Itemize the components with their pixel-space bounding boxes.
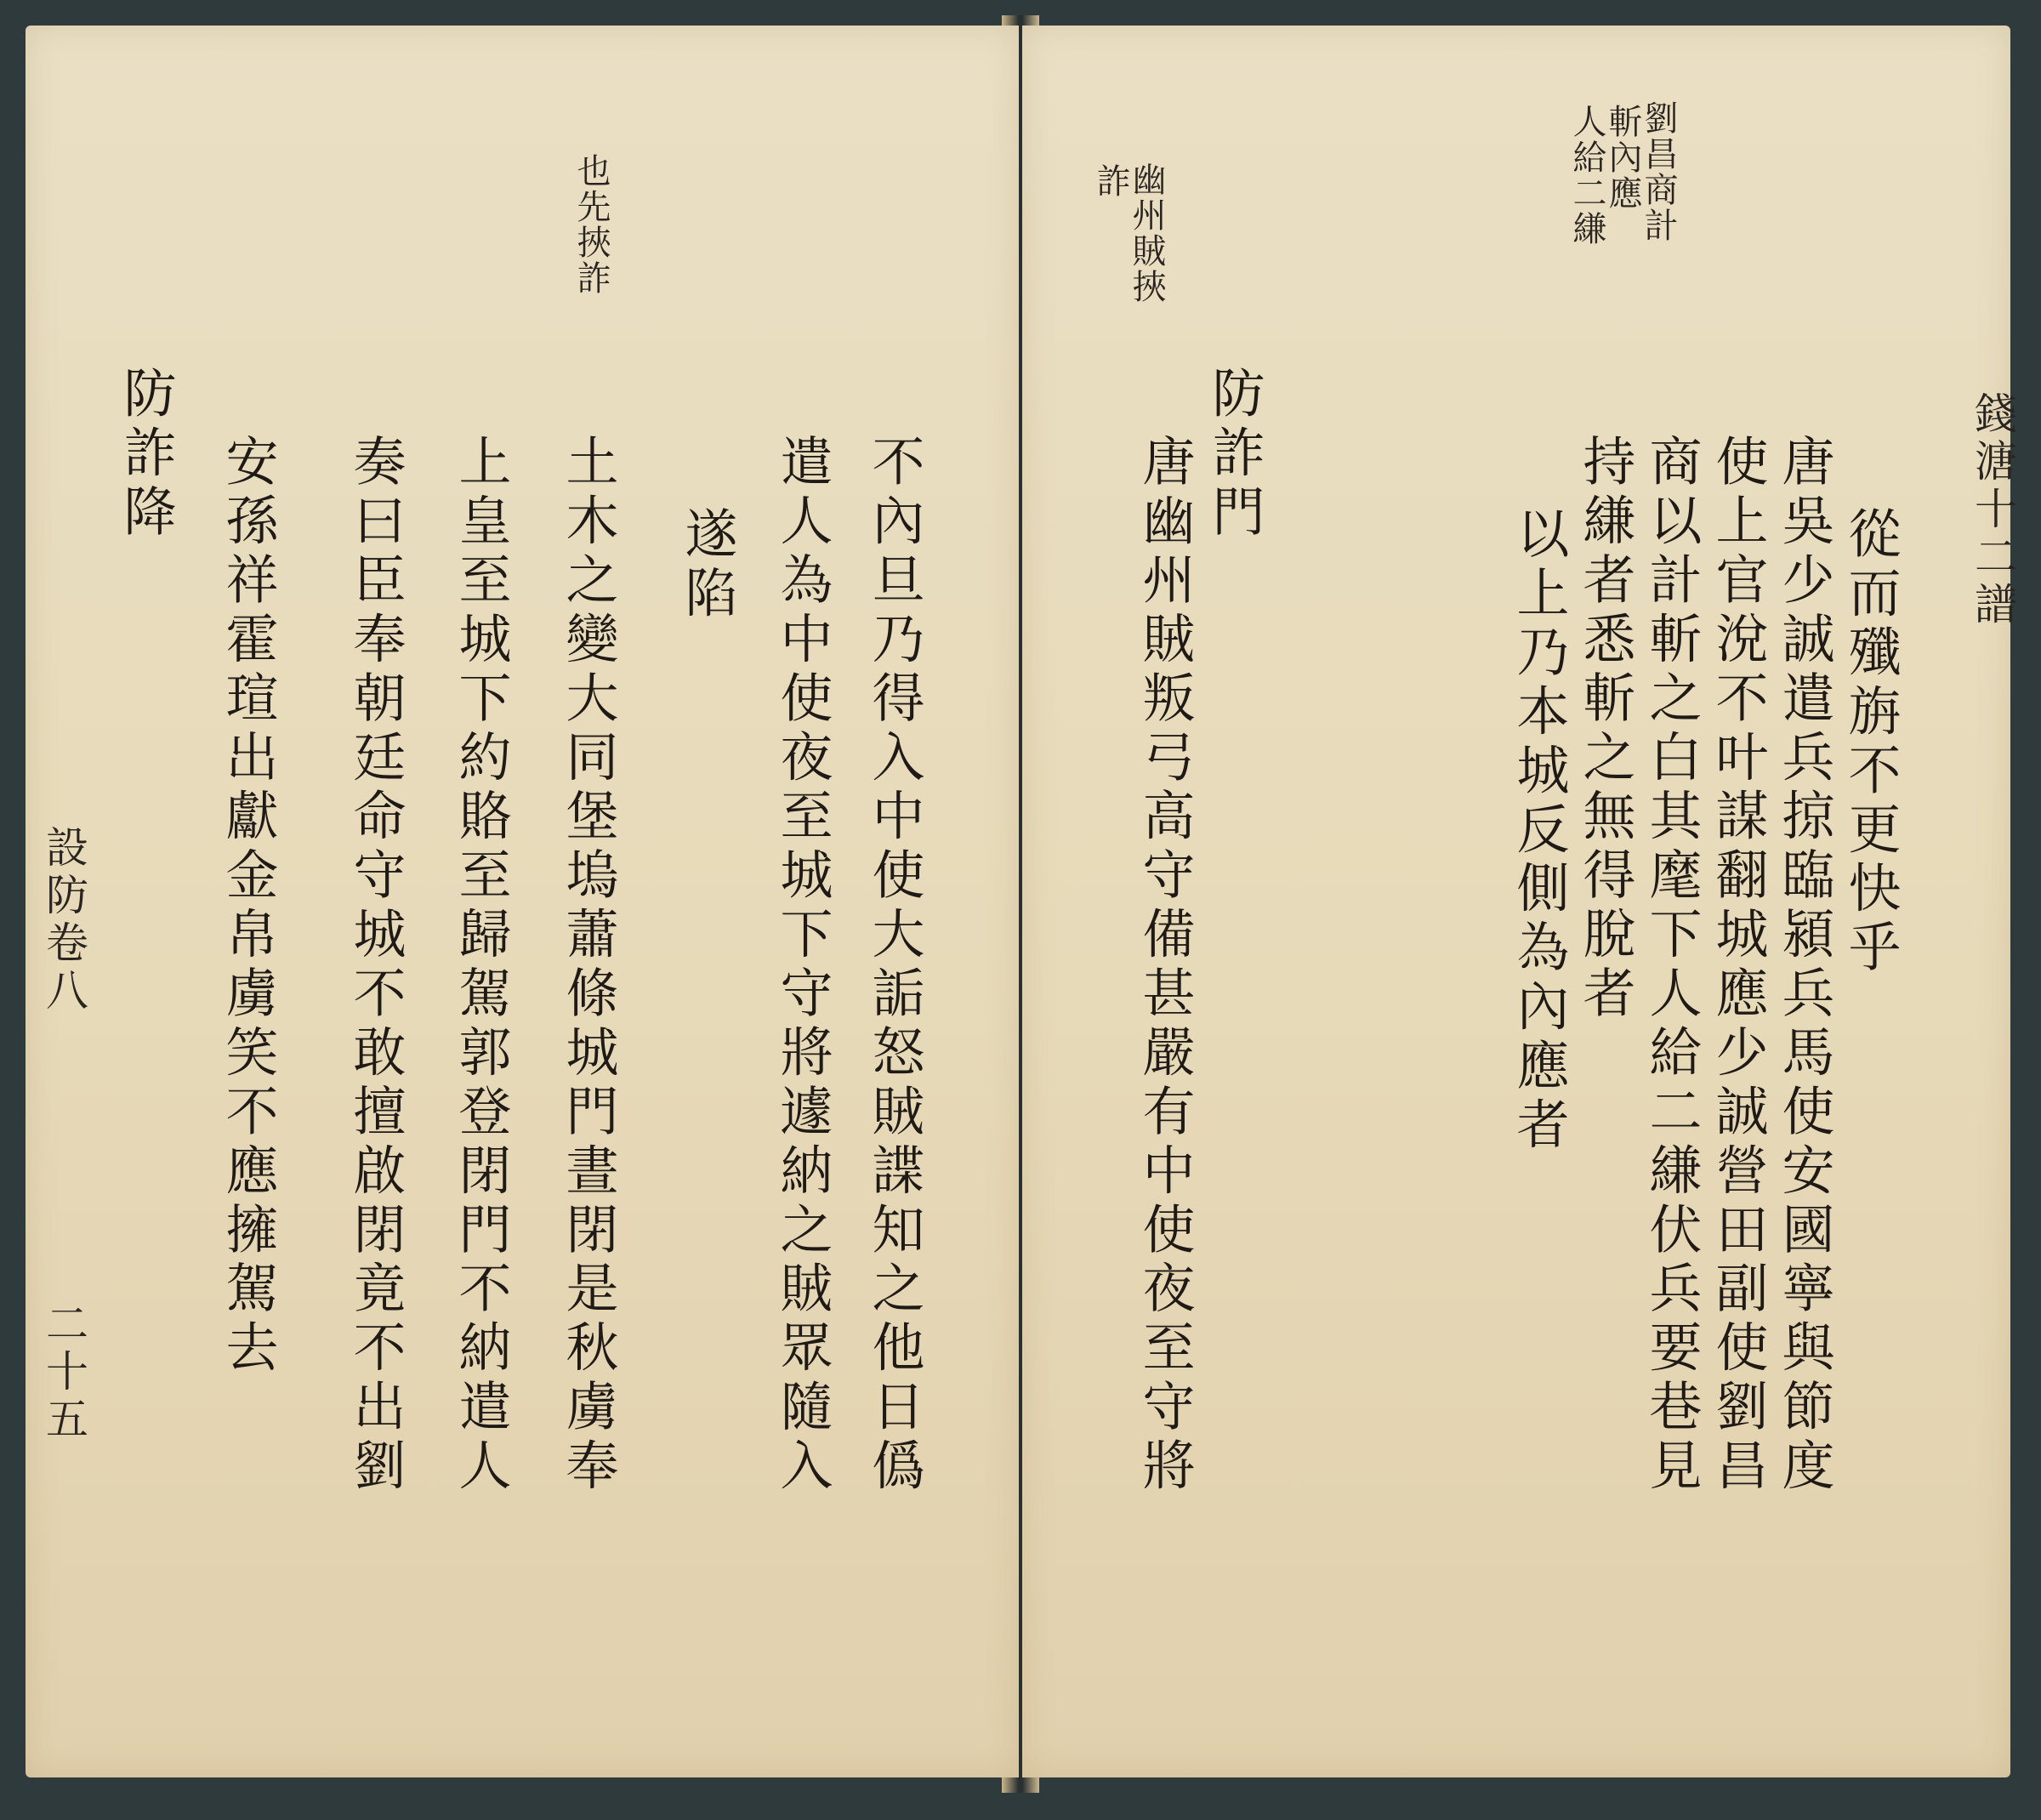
text-column: 奏曰臣奉朝廷命守城不敢擅啟閉竟不出劉 (344, 434, 406, 1497)
note-line: 也先挾詐 (571, 153, 611, 296)
section-heading: 防詐降 (115, 366, 177, 543)
text-column: 上皇至城下約賂至歸駕郭登閉門不納遣人 (450, 434, 512, 1497)
note-line: 人給二縑 (1567, 104, 1606, 247)
text-column: 唐吳少誠遣兵掠臨潁兵馬使安國寧與節度 (1773, 434, 1835, 1497)
text-column: 土木之變大同堡塢蕭條城門晝閉是秋虜奉 (557, 434, 619, 1497)
text-column: 遂陷 (676, 506, 738, 624)
note-line: 斬內應 (1603, 104, 1642, 211)
note-line: 劉昌商計 (1639, 100, 1678, 243)
text-column: 從而殲旃不更快乎 (1839, 506, 1902, 979)
text-column: 商以計斬之白其麾下人給二縑伏兵要巷見 (1640, 434, 1703, 1497)
section-heading: 防詐門 (1203, 366, 1265, 543)
note-line: 幽州賊挾 (1127, 162, 1166, 304)
text-column: 以上乃本城反側為內應者 (1508, 506, 1570, 1156)
left-page (26, 26, 1019, 1777)
page-number: 二十五 (39, 1301, 88, 1444)
page-header: 錢溏十二譜 (1968, 391, 2017, 629)
text-column: 安孫祥霍瑄出獻金帛虜笑不應擁駕去 (217, 434, 279, 1379)
text-column: 唐幽州賊叛弓高守備甚嚴有中使夜至守將 (1134, 434, 1196, 1497)
note-line: 詐 (1091, 163, 1130, 199)
text-column: 不內旦乃得入中使大詬怒賊諜知之他日僞 (863, 434, 925, 1497)
text-column: 遣人為中使夜至城下守將遽納之賊眾隨入 (771, 434, 833, 1497)
text-column: 持縑者悉斬之無得脫者 (1574, 434, 1636, 1025)
right-page (1022, 26, 2017, 1777)
text-column: 使上官涗不叶謀翻城應少誠營田副使劉昌 (1707, 434, 1769, 1497)
section-title: 設防卷八 (39, 825, 88, 1015)
